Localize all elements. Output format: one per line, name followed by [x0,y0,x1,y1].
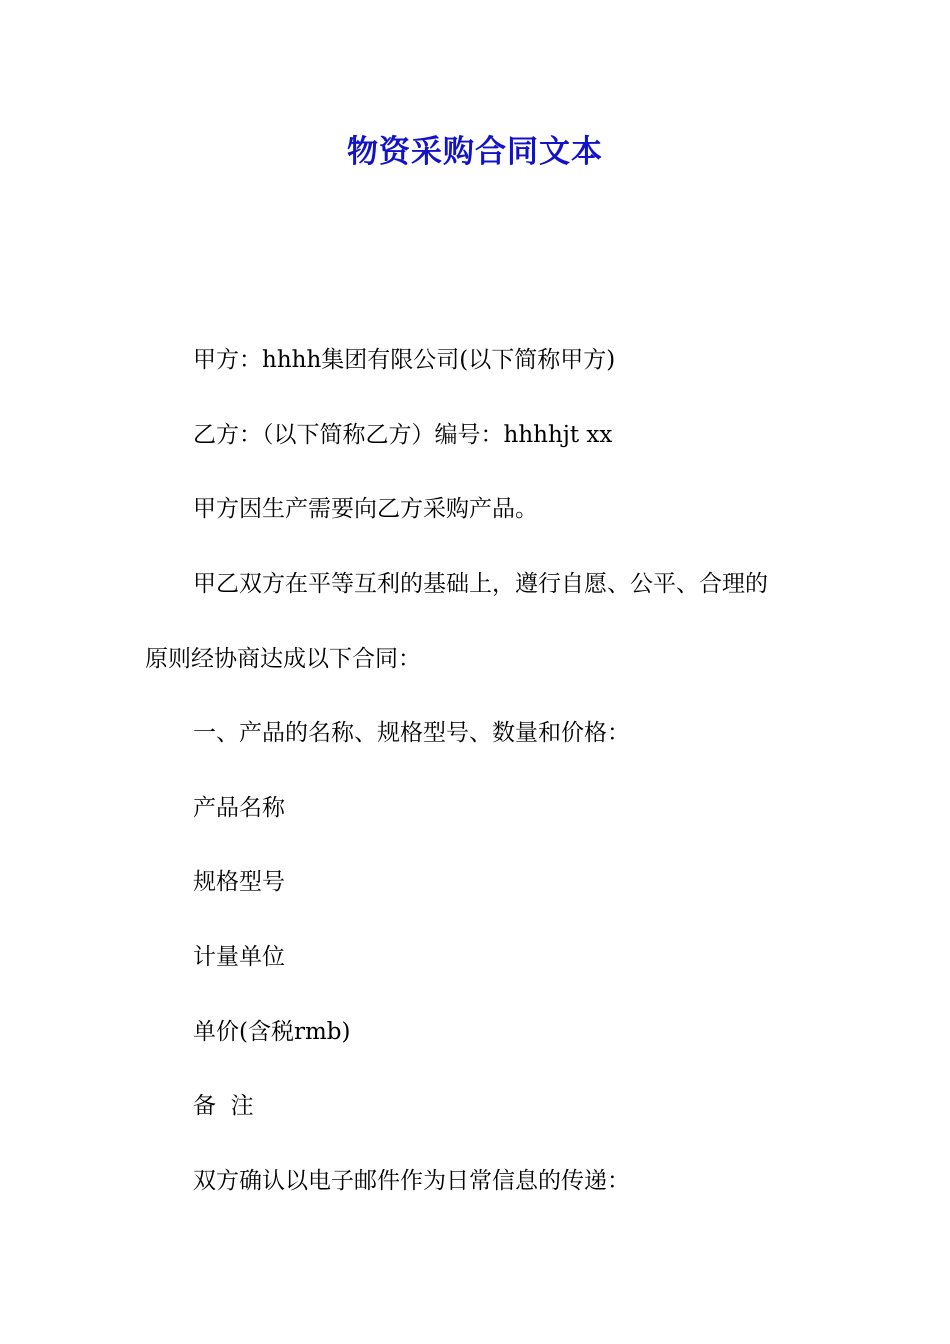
party-b-line: 乙方：（以下简称乙方）编号：hhhhjt xx [193,422,613,448]
principle-line-continued: 原则经协商达成以下合同： [145,646,421,672]
field-product-name: 产品名称 [193,795,285,821]
section-heading: 一、产品的名称、规格型号、数量和价格： [193,720,630,746]
field-unit-price: 单价(含税rmb) [193,1019,351,1045]
document-title: 物资采购合同文本 [347,134,603,170]
party-a-line: 甲方：hhhh集团有限公司(以下简称甲方) [193,347,616,373]
field-remarks: 备 注 [193,1093,254,1119]
field-unit: 计量单位 [193,944,285,970]
principle-line: 甲乙双方在平等互利的基础上，遵行自愿、公平、合理的 [193,571,768,597]
field-spec-model: 规格型号 [193,869,285,895]
purpose-line: 甲方因生产需要向乙方采购产品。 [193,496,538,522]
email-confirmation-line: 双方确认以电子邮件作为日常信息的传递： [193,1168,630,1194]
